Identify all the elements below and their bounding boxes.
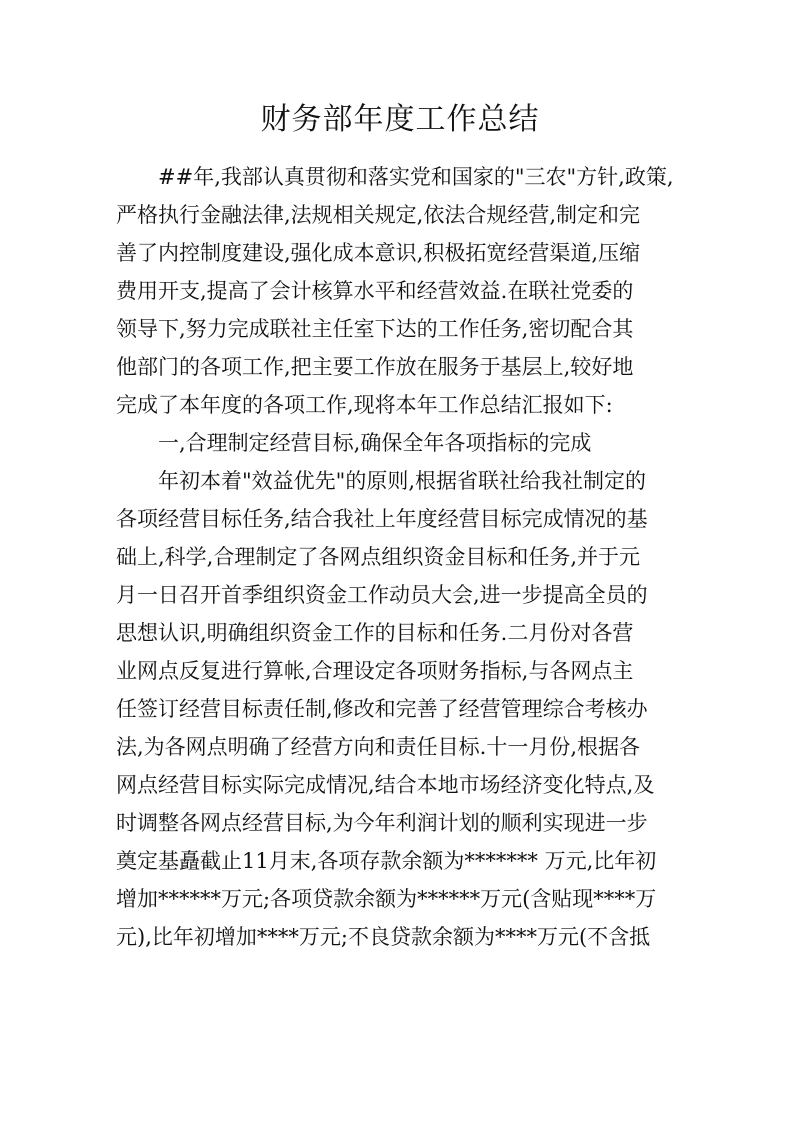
text-line: 法,为各网点明确了经营方向和责任目标.十一月份,根据各 (116, 735, 641, 759)
text-line: 年初本着"效益优先"的原则,根据省联社给我社制定的 (116, 469, 646, 493)
text-line: 严格执行金融法律,法规相关规定,依法合规经营,制定和完 (116, 203, 641, 227)
text-line: 善了内控制度建设,强化成本意识,积极拓宽经营渠道,压缩 (116, 241, 641, 265)
text-line: 完成了本年度的各项工作,现将本年工作总结汇报如下: (116, 393, 613, 417)
text-line: 增加******万元;各项贷款余额为******万元(含贴现****万 (116, 887, 657, 911)
text-line: ##年,我部认真贯彻和落实党和国家的"三农"方针,政策, (116, 165, 674, 189)
text-line: 奠定基矗截止11月末,各项存款余额为******* 万元,比年初 (116, 849, 657, 873)
section-heading: 一,合理制定经营目标,确保全年各项指标的完成 (116, 431, 592, 455)
document-body (116, 158, 696, 956)
text-line: 领导下,努力完成联社主任室下达的工作任务,密切配合其 (116, 317, 634, 341)
text-line: 任签订经营目标责任制,修改和完善了经营管理综合考核办 (116, 697, 648, 721)
text-line: 费用开支,提高了会计核算水平和经营效益.在联社党委的 (116, 279, 634, 303)
text-line: 思想认识,明确组织资金工作的目标和任务.二月份对各营 (116, 621, 634, 645)
text-line: 各项经营目标任务,结合我社上年度经营目标完成情况的基 (116, 507, 648, 531)
text-line: 础上,科学,合理制定了各网点组织资金目标和任务,并于元 (116, 545, 641, 569)
document-title: 财务部年度工作总结 (260, 102, 540, 137)
text-line: 时调整各网点经营目标,为今年利润计划的顺利实现进一步 (116, 811, 648, 835)
text-line: 他部门的各项工作,把主要工作放在服务于基层上,较好地 (116, 355, 634, 379)
text-line: 网点经营目标实际完成情况,结合本地市场经济变化特点,及 (116, 773, 655, 797)
text-line: 业网点反复进行算帐,合理设定各项财务指标,与各网点主 (116, 659, 634, 683)
text-line: 元),比年初增加****万元;不良贷款余额为****万元(不含抵 (116, 925, 651, 949)
text-line: 月一日召开首季组织资金工作动员大会,进一步提高全员的 (116, 583, 648, 607)
